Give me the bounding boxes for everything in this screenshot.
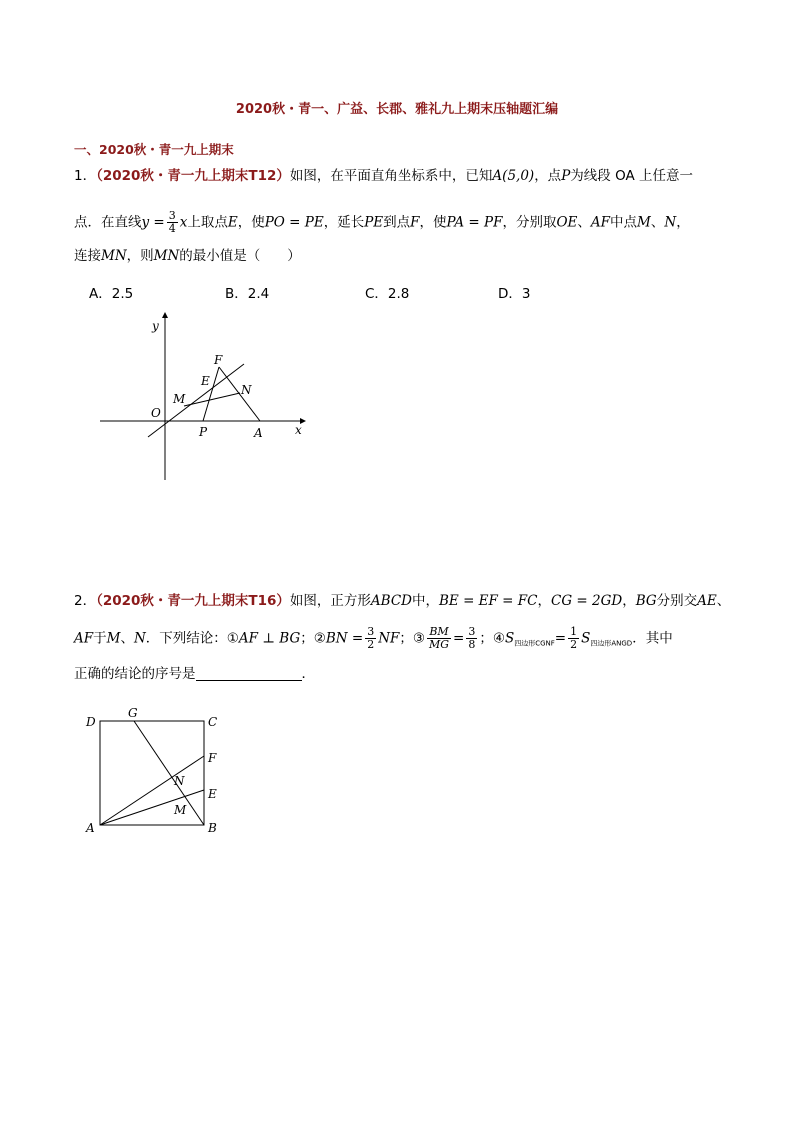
q2-text: ．其中 [632, 630, 673, 647]
q2-eq: CG = 2GD [550, 593, 623, 609]
segment-af [100, 756, 204, 825]
q2-figure [0, 690, 794, 850]
label-x: x [295, 423, 302, 437]
q1-tag: （2020秋・青一九上期末T12） [96, 168, 290, 184]
q2-area-subscript: 四边形ANGD [590, 639, 633, 648]
q2-text: ．下列结论： [145, 630, 227, 647]
q1-text: 、 [650, 214, 665, 231]
answer-blank[interactable] [196, 666, 302, 681]
q1-var: MN [153, 248, 180, 264]
segment-ae [100, 790, 204, 825]
q1-text: 如图，在平面直角坐标系中，已知 [289, 168, 493, 184]
q1-choice-b: B．2.4 [225, 286, 270, 302]
q1-var: F [410, 214, 420, 231]
q1-var: PE [364, 214, 384, 231]
q2-line-1 [74, 591, 730, 611]
q1-eq: y = [141, 214, 165, 231]
q2-area-symbol: S [581, 630, 591, 647]
q1-choice-a: A．2.5 [89, 286, 134, 302]
label-g: G [128, 706, 138, 720]
label-a: A [86, 821, 95, 835]
fraction-denominator: MG [428, 638, 450, 651]
fraction-denominator: 2 [570, 638, 578, 651]
q1-text: ，分别取 [502, 214, 557, 231]
square-abcd [100, 721, 204, 825]
q1-text: 的最小值是（ ） [179, 248, 301, 264]
q2-text: 于 [93, 630, 107, 647]
q2-text: ． [301, 666, 315, 682]
label-n: N [241, 383, 252, 397]
q1-var: N [664, 214, 677, 231]
q2-line-2 [74, 626, 673, 654]
q2-var: AF [74, 630, 94, 647]
q2-conclusion-2: BN = [325, 630, 364, 647]
segment-mn [184, 393, 240, 406]
q2-eq: = [554, 630, 567, 647]
q2-fraction [427, 626, 451, 651]
fraction-numerator: 1 [570, 625, 578, 638]
q1-text: ，延长 [323, 214, 365, 231]
q2-var: ABCD [370, 593, 412, 609]
q2-fraction [365, 626, 376, 651]
q1-text: ，点 [534, 168, 562, 184]
q1-eq: x [179, 214, 188, 231]
label-b: B [208, 821, 217, 835]
q1-text: 中点 [610, 214, 638, 231]
q2-eq: = [453, 630, 465, 647]
fraction-numerator: 3 [367, 625, 375, 638]
segment-fa [219, 367, 260, 421]
q2-text: 如图，正方形 [289, 593, 371, 609]
y-axis-arrow [162, 312, 168, 318]
q2-fraction [568, 626, 579, 651]
label-m: M [173, 392, 186, 406]
q2-conclusion-2: NF [378, 630, 400, 647]
q2-conclusion-1-mark: ① [226, 630, 239, 647]
q2-text: ； [300, 630, 314, 647]
segment-bg [134, 721, 204, 825]
q1-text: 点．在直线 [74, 214, 142, 231]
q2-var: AE [697, 593, 717, 609]
q1-var: E [227, 214, 238, 231]
q2-tag: （2020秋・青一九上期末T16） [96, 593, 290, 609]
q2-text: 、 [716, 593, 731, 609]
q2-var: N [133, 630, 146, 647]
q1-text: 上取点 [187, 214, 228, 231]
section-heading: 一、2020秋・青一九上期末 [74, 142, 234, 157]
q2-conclusion-3-mark: ③ [412, 630, 425, 647]
q1-text: 连接 [74, 248, 101, 264]
q1-choice-d: D．3 [498, 286, 531, 302]
q2-var: M [106, 630, 121, 647]
q2-line-3 [74, 664, 315, 684]
label-c: C [208, 715, 218, 729]
fraction-numerator: BM [427, 626, 451, 639]
fraction-denominator: 4 [168, 222, 176, 235]
q1-text: ，则 [126, 248, 154, 264]
q1-text: ，使 [237, 214, 265, 231]
q1-text: 、 [577, 214, 591, 231]
q2-area-symbol: S [504, 630, 515, 647]
q2-text: ； [399, 630, 413, 647]
q1-var: MN [101, 248, 127, 264]
label-o: O [151, 406, 161, 420]
q1-var: AF [590, 214, 611, 231]
q2-text: 正确的结论的序号是 [74, 666, 196, 682]
q1-eq: PA = PF [446, 214, 503, 231]
label-y: y [152, 319, 159, 333]
q1-figure [0, 0, 794, 520]
label-a: A [254, 426, 263, 440]
q1-text: ，使 [419, 214, 447, 231]
label-n: N [174, 774, 185, 788]
q1-number: 1． [74, 168, 97, 184]
q2-text: ， [622, 593, 636, 609]
q2-area-subscript: 四边形CGNF [514, 639, 555, 648]
q2-eq: BE = EF = FC [439, 593, 538, 609]
q1-text: 为线段 OA 上任意一 [570, 168, 693, 184]
label-m: M [174, 803, 187, 817]
q1-eq: PO = PE [264, 214, 324, 231]
q2-var: BG [635, 593, 657, 609]
q1-text: ， [676, 214, 690, 231]
fraction-numerator: 3 [468, 625, 476, 638]
q1-point-a: A(5,0) [492, 168, 535, 184]
q1-var: P [561, 168, 571, 184]
q2-text: 中， [412, 593, 439, 609]
fraction-denominator: 2 [367, 638, 375, 651]
q2-text: ， [537, 593, 551, 609]
q2-text: 分别交 [656, 593, 698, 609]
q2-conclusion-4-mark: ④ [492, 630, 505, 647]
label-f: F [214, 353, 223, 367]
label-p: P [199, 425, 208, 439]
q2-text: ； [479, 630, 493, 647]
fraction-denominator: 8 [468, 638, 476, 651]
fraction-numerator: 3 [168, 209, 176, 222]
q1-var: OE [556, 214, 578, 231]
q2-conclusion-1: AF ⊥ BG [238, 630, 301, 647]
q2-number: 2． [74, 593, 97, 609]
q1-var: M [637, 214, 651, 231]
q2-conclusion-2-mark: ② [313, 630, 326, 647]
q1-text: 到点 [383, 214, 411, 231]
q2-fraction [466, 626, 477, 651]
q2-text: 、 [120, 630, 134, 647]
label-e: E [208, 787, 217, 801]
page-title: 2020秋・青一、广益、长郡、雅礼九上期末压轴题汇编 [235, 102, 559, 117]
label-f: F [208, 751, 217, 765]
label-e: E [201, 374, 210, 388]
line-y-3-4x [148, 364, 244, 437]
q1-choice-c: C．2.8 [365, 286, 410, 302]
label-d: D [86, 715, 96, 729]
